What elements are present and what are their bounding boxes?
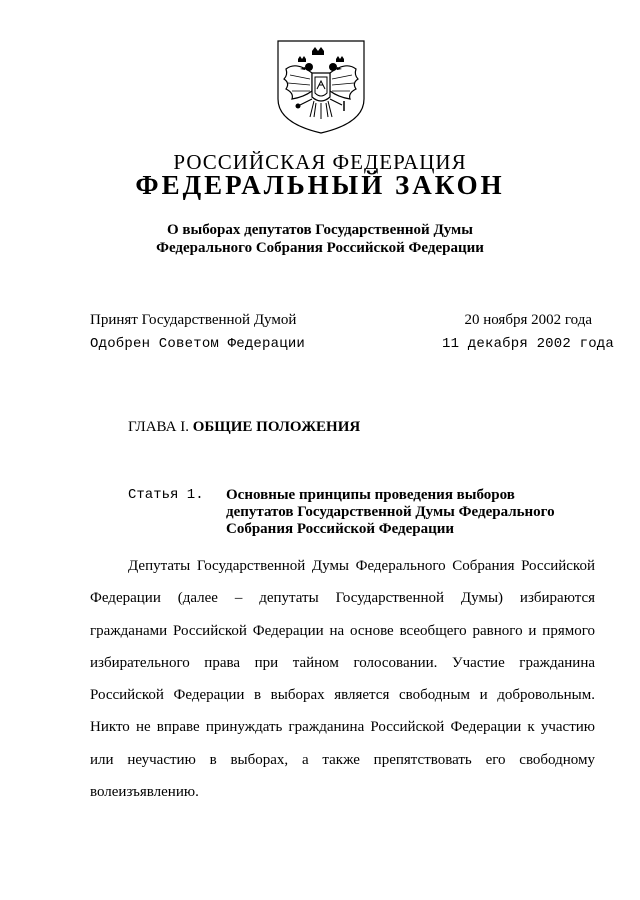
adoption-row-federation-council [90, 336, 614, 352]
adopted-label: Принят Государственной Думой [90, 312, 297, 328]
coat-of-arms-icon [276, 39, 366, 135]
adopted-date: 20 ноября 2002 года [464, 312, 592, 328]
law-title-line: О выборах депутатов Государственной Думы [166, 222, 473, 238]
country-name: РОССИЙСКАЯ ФЕДЕРАЦИЯ [173, 150, 467, 174]
law-type-heading: ФЕДЕРАЛЬНЫЙ ЗАКОН [135, 170, 505, 200]
article-title-line: Собрания Российской Федерации [226, 521, 455, 537]
adoption-row-duma [90, 312, 614, 329]
approved-label: Одобрен Советом Федерации [90, 336, 306, 352]
article-body: Депутаты Государственной Думы Федерального Собрания Российской Федерации (далее – депутаты Государственной Думы) избираются гражданами Российской Федерации на основе всеобщего равного и прямого избирательного права при тайном голосовании. Участие гражданина Российской Федерации в выборах является свободным и добровольным. Никто не вправе принуждать гражданина Российской Федерации к участию или неучастию в выборах, а также препятствовать его свободному волеизъявлению. [90, 558, 595, 801]
chapter-number: ГЛАВА I. [128, 419, 193, 435]
article-title [226, 487, 586, 538]
article-label: Статья 1. [128, 487, 204, 503]
chapter-heading [128, 419, 360, 436]
chapter-title: ОБЩИЕ ПОЛОЖЕНИЯ [192, 419, 361, 435]
law-title [0, 221, 640, 257]
article-title-line: депутатов Государственной Думы Федерального [226, 504, 555, 520]
law-title-line: Федерального Собрания Российской Федерации [156, 240, 484, 256]
article-title-line: Основные принципы проведения выборов [226, 487, 515, 503]
approved-date: 11 декабря 2002 года [441, 336, 614, 352]
